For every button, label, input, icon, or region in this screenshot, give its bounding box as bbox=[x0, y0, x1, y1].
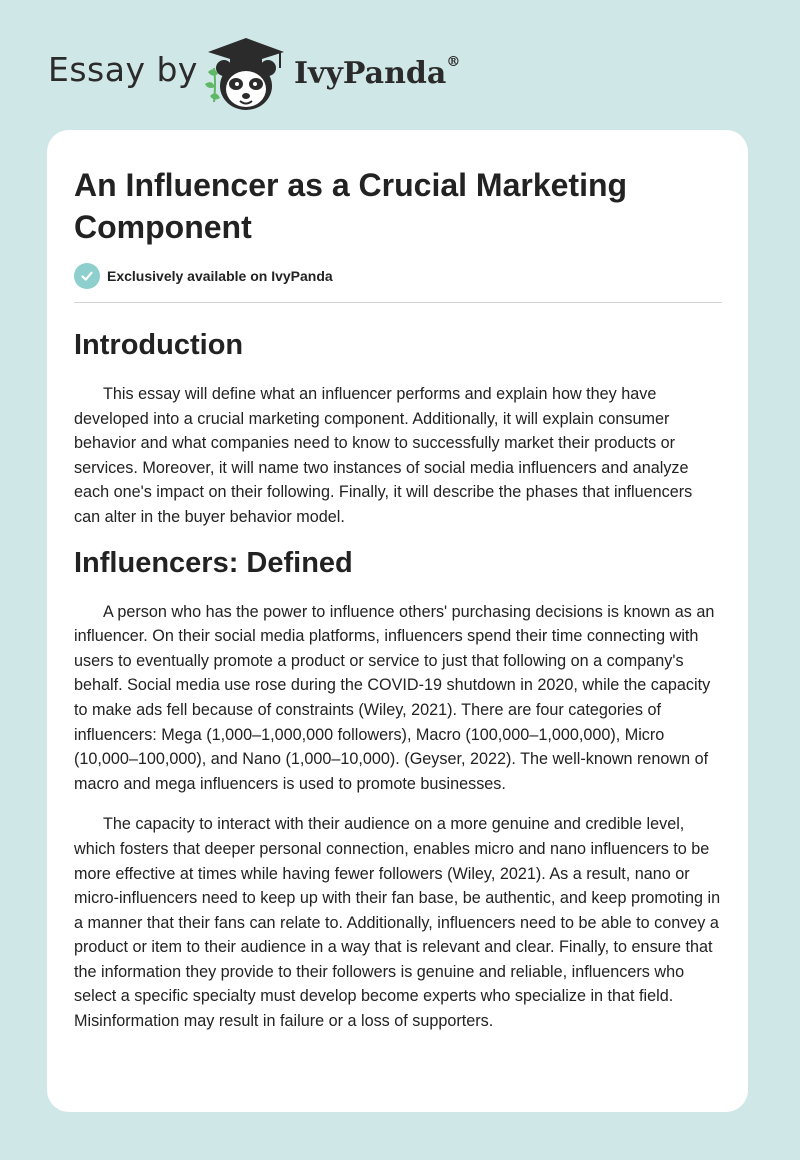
paragraph: A person who has the power to influence others' purchasing decisions is known as an influencer. On their social media platforms, influencers spend their time connecting with users to eventually promote a product or service to just that following on a company's behalf. Social media use rose during the COVID-19 shutdown in 2020, while the capacity to make ads fell because of constraints (Wiley, 2021). There are four categories of influencers: Mega (1,000–1,000,000 followers), Macro (100,000–1,000,000), Micro (10,000–100,000), and Nano (1,000–10,000). (Geyser, 2022). The well-known renown of macro and mega influencers is used to promote businesses. bbox=[74, 602, 715, 793]
panda-logo-icon[interactable] bbox=[200, 34, 292, 114]
essay-body bbox=[74, 318, 722, 1050]
brand-name[interactable]: IvyPanda® bbox=[294, 54, 461, 91]
essay-card bbox=[47, 130, 748, 1112]
paragraph: The capacity to interact with their audience on a more genuine and credible level, which fosters that deeper personal connection, enables micro and nano influencers to be more effective at times while having fewer followers (Wiley, 2021). As a result, nano or micro-influencers need to keep up with their fan base, be authentic, and keep promoting in a manner that their fans can relate to. Additionally, influencers need to be able to convey a product or item to their audience in a way that is relevant and clear. Finally, to ensure that the information they provide to their followers is genuine and reliable, influencers who select a specific specialty must develop become experts who specialize in that field. Misinformation may result in failure or a loss of supporters. bbox=[74, 815, 721, 1031]
paragraph: This essay will define what an influencer performs and explain how they have developed into a crucial marketing component. Additionally, it will explain consumer behavior and what companies need to know to successfully market their products or services. Moreover, it will name two instances of social media influencers and analyze each one's impact on their following. Finally, it will describe the phases that influencers can alter in the buyer behavior model. bbox=[74, 385, 693, 526]
section-heading-introduction: Introduction bbox=[74, 329, 244, 361]
exclusive-badge bbox=[74, 263, 333, 289]
section-heading-influencers-defined: Influencers: Defined bbox=[74, 546, 353, 579]
essay-by-label: Essay by bbox=[48, 50, 198, 89]
page-title: An Influencer as a Crucial Marketing Component bbox=[74, 167, 628, 245]
registered-mark: ® bbox=[446, 54, 461, 70]
divider bbox=[74, 302, 722, 303]
site-header bbox=[48, 30, 768, 110]
badge-text: Exclusively available on IvyPanda bbox=[107, 268, 333, 284]
check-icon bbox=[74, 263, 100, 289]
